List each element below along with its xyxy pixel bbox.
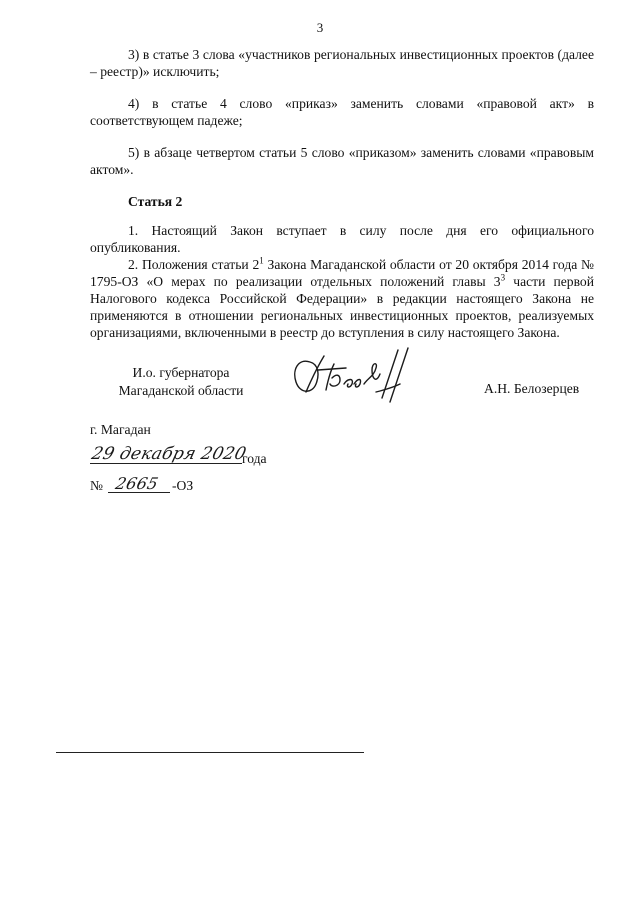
item-text: в статье 3 слова «участников региональных инвестиционных проектов (далее – реестр)» исключить; (90, 47, 595, 79)
item-number: 3) (128, 47, 140, 62)
document-body (90, 46, 594, 341)
page-number: 3 (316, 20, 324, 35)
item-text: в статье 4 слово «приказ» заменить словами «правовой акт» в соответствующем падеже; (90, 96, 594, 128)
item-text: в абзаце четвертом статьи 5 слово «приказом» заменить словами «правовым актом». (90, 145, 594, 177)
item-number: 5) (128, 145, 140, 160)
number-sign: № (90, 478, 103, 493)
superscript: 3 (500, 272, 506, 283)
amendment-item-4 (90, 95, 594, 129)
signing-date (90, 444, 290, 468)
handwritten-number: 2665 (113, 474, 161, 493)
paragraph-text: 2. Положения статьи 2 (128, 257, 260, 272)
handwritten-date: 29 декабря 2020 (89, 444, 249, 464)
article-heading: Статья 2 (128, 194, 183, 209)
paragraph-text: части первой Налогового кодекса Российской Федерации» в редакции настоящего Закона не применяются в отношении региональных инвестиционных проектов, реализуемых организациями, включенными в реестр до вступления в силу настоящего Закона. (90, 274, 595, 340)
signatory-title-line-2: Магаданской области (118, 383, 244, 398)
amendment-item-5 (90, 144, 594, 178)
superscript: 1 (259, 255, 264, 266)
article-paragraph-2 (90, 256, 594, 341)
date-suffix: года (242, 451, 267, 466)
number-suffix: -ОЗ (172, 478, 194, 493)
date-underline (90, 463, 242, 464)
article-paragraph-1: 1. Настоящий Закон вступает в силу после дня его официального опубликования. (90, 223, 594, 255)
signatory-name: А.Н. Белозерцев (484, 381, 580, 396)
paragraph-text: Закона Магаданской области от 20 октября 2014 года № 1795-ОЗ «О мерах по реализации отдельных положений главы 3 (90, 257, 594, 289)
amendment-item-3 (90, 46, 594, 80)
number-underline (108, 492, 170, 493)
handwritten-signature (288, 344, 418, 411)
footer-rule (56, 752, 364, 753)
signature-icon (288, 344, 418, 406)
law-number (90, 474, 210, 498)
signatory-title (96, 364, 266, 400)
signatory-title-line-1: И.о. губернатора (132, 365, 230, 380)
item-number: 4) (128, 96, 140, 111)
city-label: г. Магадан (90, 422, 151, 437)
